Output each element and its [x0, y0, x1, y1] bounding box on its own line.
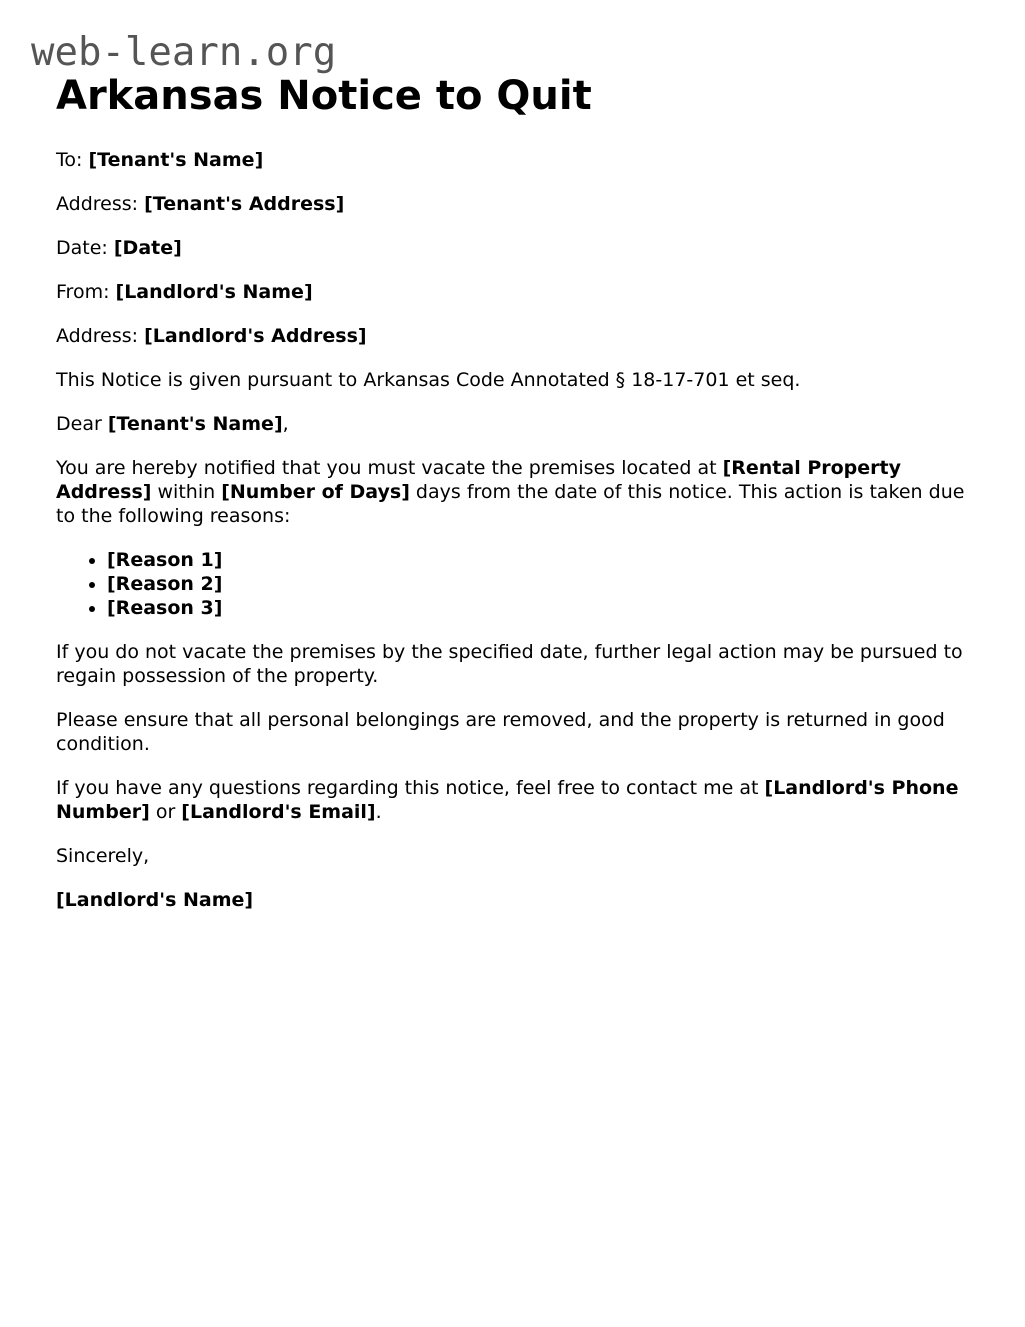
from-label: From:	[56, 281, 116, 303]
signature-name: [Landlord's Name]	[56, 889, 254, 911]
landlord-address-label: Address:	[56, 325, 145, 347]
date-label: Date:	[56, 237, 114, 259]
landlord-address-line	[56, 324, 976, 348]
closing: Sincerely,	[56, 845, 150, 867]
rental-property-address: [Rental Property Address]	[56, 457, 902, 503]
contact-paragraph	[56, 776, 976, 824]
contact-text-2: or	[149, 801, 182, 823]
legal-action-paragraph: If you do not vacate the premises by the specified date, further legal action may be pursued to regain possession of the property.	[56, 641, 963, 687]
date-value: [Date]	[113, 237, 182, 259]
salutation-name: [Tenant's Name]	[107, 413, 283, 435]
to-line	[56, 148, 976, 172]
number-of-days: [Number of Days]	[221, 481, 410, 503]
notice-text-2: within	[151, 481, 222, 503]
landlord-email: [Landlord's Email]	[181, 801, 376, 823]
belongings-paragraph: Please ensure that all personal belongings are removed, and the property is returned in good condition.	[56, 709, 945, 755]
date-line	[56, 236, 976, 260]
reasons-list	[56, 548, 976, 620]
from-value: [Landlord's Name]	[115, 281, 313, 303]
reason-item: • [Reason 2]	[107, 572, 976, 596]
statute-paragraph: This Notice is given pursuant to Arkansas Code Annotated § 18-17-701 et seq.	[56, 369, 801, 391]
reason-item: • [Reason 3]	[107, 596, 976, 620]
from-line	[56, 280, 976, 304]
notice-text-1: You are hereby notified that you must vacate the premises located at	[56, 457, 723, 479]
salutation-suffix: ,	[282, 413, 289, 435]
tenant-address-label: Address:	[56, 193, 145, 215]
notice-text-3: days from the date of this notice. This action is taken due to the following reasons:	[56, 481, 965, 527]
contact-text-1: If you have any questions regarding this notice, feel free to contact me at	[56, 777, 765, 799]
contact-text-3: .	[375, 801, 382, 823]
document-title: Arkansas Notice to Quit	[56, 73, 592, 119]
reason-item: • [Reason 1]	[107, 548, 976, 572]
to-label: To:	[56, 149, 89, 171]
notice-paragraph	[56, 456, 976, 528]
tenant-address-line	[56, 192, 976, 216]
document	[56, 72, 976, 912]
salutation	[56, 412, 976, 436]
tenant-address-value: [Tenant's Address]	[144, 193, 345, 215]
landlord-phone: [Landlord's Phone Number]	[56, 777, 959, 823]
to-value: [Tenant's Name]	[88, 149, 264, 171]
landlord-address-value: [Landlord's Address]	[144, 325, 367, 347]
watermark: web-learn.org	[31, 30, 337, 75]
signature	[56, 888, 976, 912]
salutation-prefix: Dear	[56, 413, 108, 435]
